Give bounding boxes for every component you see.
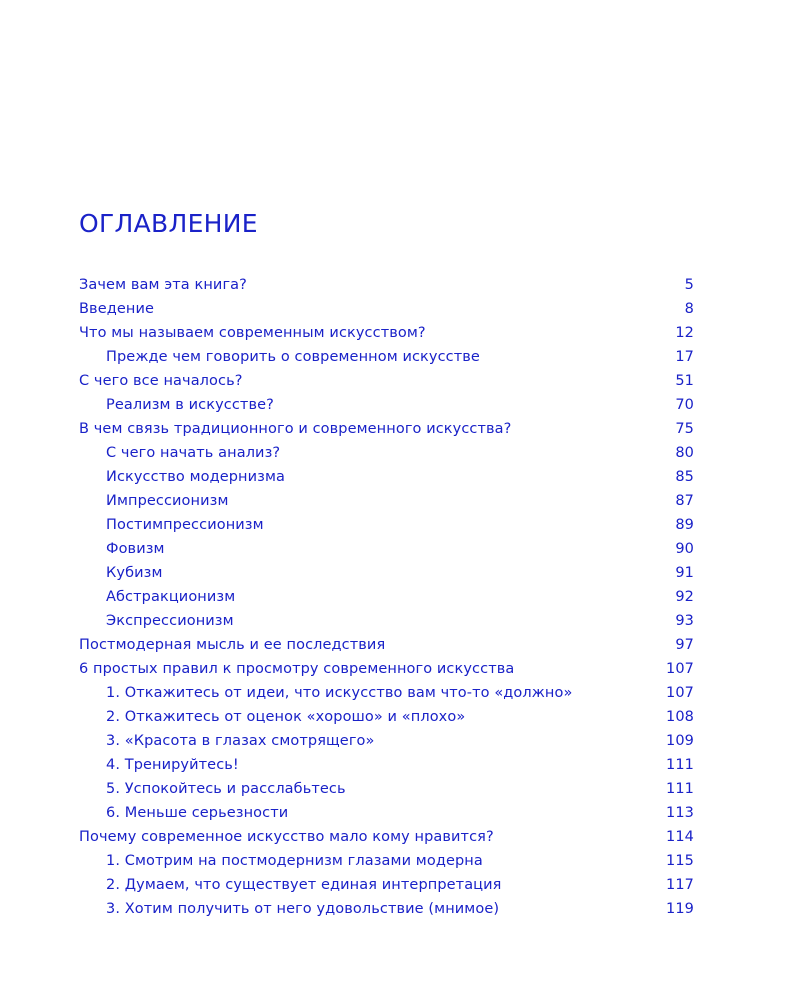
toc-entry-page-number: 89 <box>675 517 694 533</box>
toc-entry-title: Фовизм <box>106 541 165 557</box>
toc-entry[interactable] <box>79 753 694 777</box>
toc-entry-page-number: 108 <box>666 709 694 725</box>
toc-entry-page-number: 119 <box>666 901 694 917</box>
toc-entry[interactable] <box>79 321 694 345</box>
toc-entry-page-number: 87 <box>675 493 694 509</box>
toc-entry-title: 4. Тренируйтесь! <box>106 757 239 773</box>
toc-entry-title: Абстракционизм <box>106 589 236 605</box>
toc-entry-title: Импрессионизм <box>106 493 229 509</box>
toc-entry-title: В чем связь традиционного и современного искусства? <box>79 421 512 437</box>
toc-entry-page-number: 90 <box>675 541 694 557</box>
toc-entry-title: Почему современное искусство мало кому нравится? <box>79 829 494 845</box>
toc-entry-title: Введение <box>79 301 154 317</box>
toc-entry[interactable] <box>79 729 694 753</box>
toc-entry[interactable] <box>79 537 694 561</box>
toc-entry-page-number: 5 <box>684 277 694 293</box>
toc-entry-title: Искусство модернизма <box>106 469 285 485</box>
toc-entry[interactable] <box>79 777 694 801</box>
toc-entry-page-number: 12 <box>675 325 694 341</box>
toc-entry[interactable] <box>79 585 694 609</box>
toc-entry-page-number: 111 <box>666 757 694 773</box>
toc-entry-page-number: 85 <box>675 469 694 485</box>
toc-entry[interactable] <box>79 513 694 537</box>
toc-entry-title: 5. Успокойтесь и расслабьтесь <box>106 781 346 797</box>
table-of-contents <box>79 273 694 921</box>
toc-entry-page-number: 109 <box>666 733 694 749</box>
toc-entry-title: 2. Думаем, что существует единая интерпретация <box>106 877 502 893</box>
toc-entry[interactable] <box>79 657 694 681</box>
toc-entry[interactable] <box>79 465 694 489</box>
toc-entry-page-number: 107 <box>666 685 694 701</box>
toc-entry[interactable] <box>79 897 694 921</box>
toc-entry-page-number: 115 <box>666 853 694 869</box>
toc-entry-title: Что мы называем современным искусством? <box>79 325 426 341</box>
toc-entry[interactable] <box>79 825 694 849</box>
toc-entry[interactable] <box>79 633 694 657</box>
toc-entry-title: Кубизм <box>106 565 163 581</box>
toc-entry-page-number: 113 <box>666 805 694 821</box>
toc-entry-page-number: 51 <box>675 373 694 389</box>
toc-entry-page-number: 80 <box>675 445 694 461</box>
toc-entry-page-number: 92 <box>675 589 694 605</box>
toc-entry-page-number: 70 <box>675 397 694 413</box>
toc-entry-page-number: 107 <box>666 661 694 677</box>
toc-entry[interactable] <box>79 561 694 585</box>
toc-entry-page-number: 93 <box>675 613 694 629</box>
toc-entry[interactable] <box>79 393 694 417</box>
page-title: ОГЛАВЛЕНИЕ <box>79 209 258 238</box>
toc-entry-page-number: 8 <box>684 301 694 317</box>
toc-entry[interactable] <box>79 297 694 321</box>
toc-entry-title: Постмодерная мысль и ее последствия <box>79 637 386 653</box>
toc-entry[interactable] <box>79 273 694 297</box>
toc-entry[interactable] <box>79 609 694 633</box>
toc-entry-title: 6. Меньше серьезности <box>106 805 289 821</box>
toc-entry-page-number: 75 <box>675 421 694 437</box>
toc-entry-title: 1. Смотрим на постмодернизм глазами модерна <box>106 853 483 869</box>
toc-entry[interactable] <box>79 441 694 465</box>
toc-entry[interactable] <box>79 681 694 705</box>
toc-entry-title: Прежде чем говорить о современном искусстве <box>106 349 480 365</box>
toc-entry-page-number: 91 <box>675 565 694 581</box>
toc-entry-page-number: 17 <box>675 349 694 365</box>
toc-entry-page-number: 97 <box>675 637 694 653</box>
toc-entry[interactable] <box>79 849 694 873</box>
toc-entry[interactable] <box>79 801 694 825</box>
toc-entry[interactable] <box>79 489 694 513</box>
toc-entry[interactable] <box>79 417 694 441</box>
toc-entry[interactable] <box>79 705 694 729</box>
toc-entry[interactable] <box>79 345 694 369</box>
toc-entry-title: Экспрессионизм <box>106 613 234 629</box>
toc-entry-title: 3. Хотим получить от него удовольствие (мнимое) <box>106 901 500 917</box>
toc-entry-title: 6 простых правил к просмотру современного искусства <box>79 661 515 677</box>
toc-entry[interactable] <box>79 873 694 897</box>
toc-entry[interactable] <box>79 369 694 393</box>
toc-entry-page-number: 117 <box>666 877 694 893</box>
toc-entry-title: 3. «Красота в глазах смотрящего» <box>106 733 375 749</box>
toc-entry-title: Зачем вам эта книга? <box>79 277 247 293</box>
toc-entry-title: Реализм в искусстве? <box>106 397 274 413</box>
toc-entry-title: С чего начать анализ? <box>106 445 281 461</box>
toc-entry-page-number: 111 <box>666 781 694 797</box>
toc-entry-title: 2. Откажитесь от оценок «хорошо» и «плохо» <box>106 709 466 725</box>
toc-entry-title: Постимпрессионизм <box>106 517 264 533</box>
toc-entry-title: С чего все началось? <box>79 373 243 389</box>
toc-entry-page-number: 114 <box>666 829 694 845</box>
toc-entry-title: 1. Откажитесь от идеи, что искусство вам что-то «должно» <box>106 685 573 701</box>
